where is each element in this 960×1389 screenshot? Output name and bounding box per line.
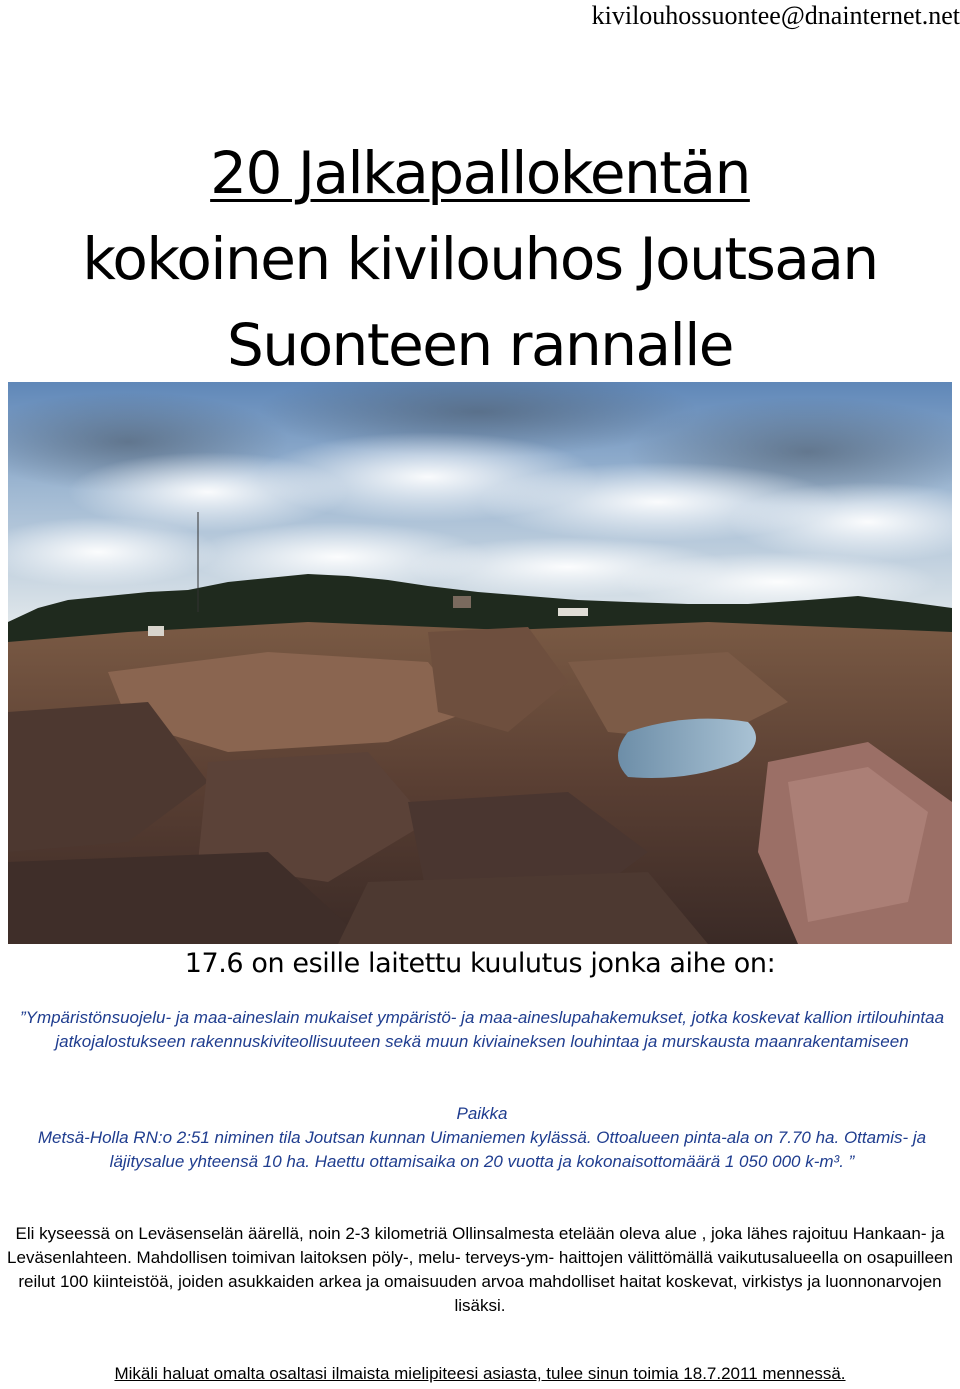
- announcement-subheading: 17.6 on esille laitettu kuulutus jonka aihe on:: [184, 948, 776, 979]
- place-text: Metsä-Holla RN:o 2:51 niminen tila Joutsan kunnan Uimaniemen kylässä. Ottoalueen pinta-ala on 7.70 ha. Ottamis- ja läjitysalue yhteensä 10 ha. Haettu ottamisaika on 20 vuotta ja kokonaisottomäärä 1 050 000 k-m³. ”: [37, 1128, 927, 1171]
- title-line-1: 20 Jalkapallokentän: [210, 139, 750, 207]
- deadline-notice: Mikäli haluat omalta osaltasi ilmaista mielipiteesi asiasta, tulee sinun toimia 18.7.2011 mennessä.: [114, 1364, 846, 1383]
- quote-text: ”Ympäristönsuojelu- ja maa-aineslain mukaiset ympäristö- ja maa-aineslupahakemukset, jotka koskevat kallion irtilouhintaa jatkojalostukseen rakennuskiviteollisuuteen sekä muun kiviaineksen louhintaa ja murskausta maanrakentamiseen: [19, 1008, 945, 1051]
- place-section: [8, 1102, 956, 1174]
- clouds: [8, 382, 952, 612]
- contact-email: kivilouhossuontee@dnainternet.net: [591, 1, 960, 30]
- title-line-3: Suonteen rannalle: [227, 311, 733, 379]
- title-line-2: kokoinen kivilouhos Joutsaan: [82, 225, 878, 293]
- quarry-photo: [8, 382, 952, 944]
- page-title: [0, 130, 960, 388]
- body-paragraph: [4, 1222, 956, 1318]
- body-text: Eli kyseessä on Leväsenselän äärellä, noin 2-3 kilometriä Ollinsalmesta etelään oleva alue , joka lähes rajoituu Hankaan- ja Leväsenlahteen. Mahdollisen toimivan laitoksen pöly-, melu- terveys-ym- haittojen välittömällä vaikutusalueella on osapuilleen reilut 100 kiinteistöä, joiden asukkaiden arkea ja omaisuuden arvoa mahdolliset haitat koskevat, virkistys ja luonnonarvojen lisäksi.: [7, 1224, 953, 1315]
- announcement-quote: [8, 1006, 956, 1054]
- quarry-panorama-image: [8, 382, 952, 944]
- place-heading: Paikka: [456, 1104, 508, 1123]
